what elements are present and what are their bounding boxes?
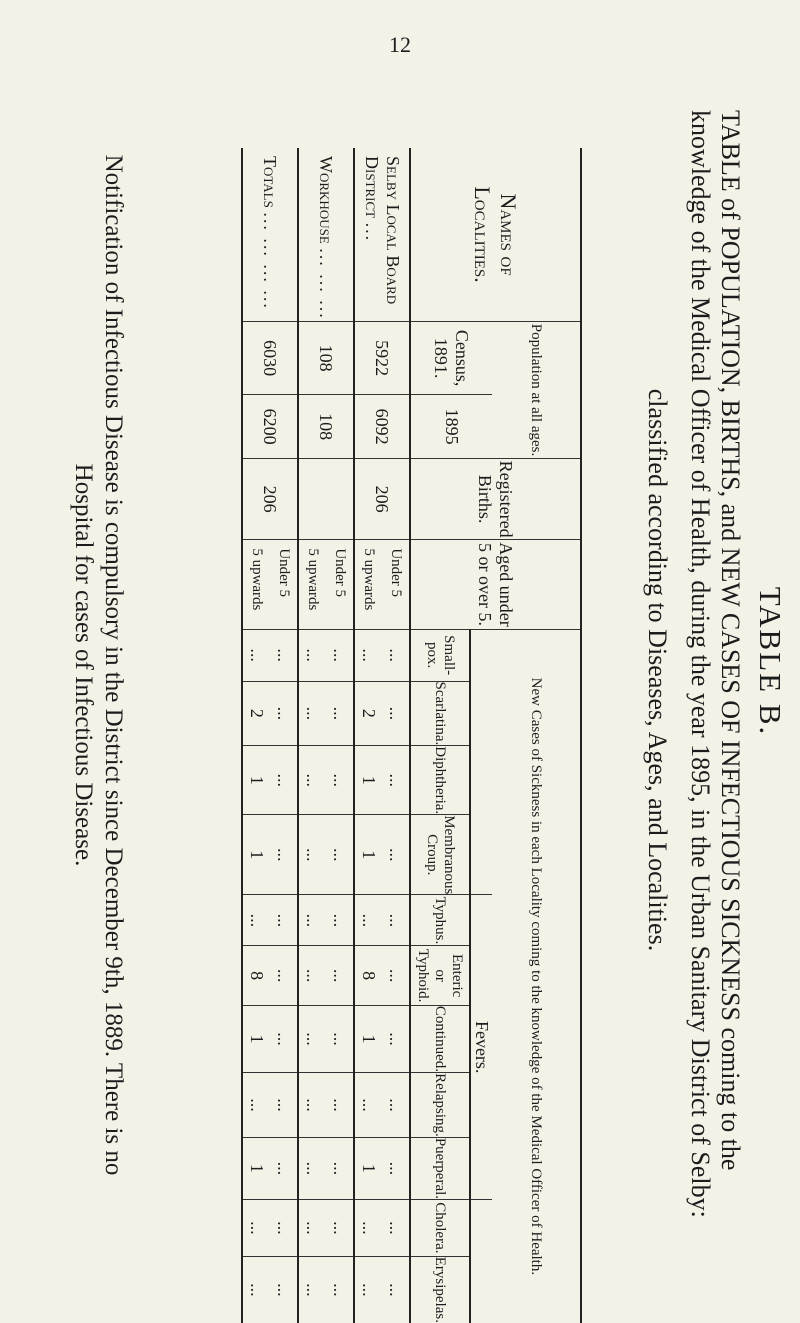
cell: ... <box>298 1073 326 1138</box>
cell: ... <box>326 1005 354 1072</box>
cell: 1 <box>354 815 382 895</box>
cell: ... <box>382 1073 410 1138</box>
cell: ... <box>270 746 298 815</box>
cell: ... <box>359 1283 379 1297</box>
cell: ... <box>242 895 270 946</box>
cell: ... <box>382 1005 410 1072</box>
table-row <box>270 148 298 1323</box>
cell: ... <box>298 1137 326 1199</box>
header-new-cases: New Cases of Sickness in each Locality coming to the knowledge of the Medical Officer of Health. <box>528 677 545 1276</box>
disease-header: Continued. <box>410 1005 470 1072</box>
age-label: 5 upwards <box>242 540 270 629</box>
cell: 1 <box>354 746 382 815</box>
page-number: 12 <box>389 32 411 57</box>
cell: 1 <box>242 1137 270 1199</box>
cell: ... <box>298 629 326 681</box>
cell: ... <box>270 815 298 895</box>
cell: ... <box>382 1200 410 1257</box>
cell: ... <box>298 815 326 895</box>
age-label: 5 upwards <box>354 540 382 629</box>
statistics-table <box>241 148 582 1323</box>
cell: ... <box>382 946 410 1005</box>
disease-header: Enteric or Typhoid. <box>410 946 470 1005</box>
cell: ... <box>382 895 410 946</box>
cell: ... <box>270 1005 298 1072</box>
population-value: 6200 <box>242 395 298 459</box>
age-label: Under 5 <box>382 540 410 629</box>
population-value: 6092 <box>354 395 410 459</box>
disease-header: Membranous Croup. <box>410 815 470 895</box>
table-subtitle: TABLE of POPULATION, BIRTHS, and NEW CASES OF INFECTIOUS SICKNESS coming to the knowledge of the Medical Officer of Health, during the year 1895, in the Urban Sanitary District of Selby: <box>686 110 745 1218</box>
header-population: Population at all ages. <box>492 322 581 459</box>
births-value: 206 <box>242 458 298 539</box>
population-value: 108 <box>298 395 354 459</box>
cell: 8 <box>242 946 270 1005</box>
age-label: Under 5 <box>270 540 298 629</box>
cell: ... <box>298 895 326 946</box>
cell: ... <box>382 815 410 895</box>
disease-header: Typhus. <box>410 895 470 946</box>
cell: ... <box>242 629 270 681</box>
cell: ... <box>270 1137 298 1199</box>
cell: ... <box>303 1283 323 1297</box>
cell: ... <box>326 746 354 815</box>
cell: ... <box>274 1283 294 1297</box>
disease-header: Relapsing. <box>410 1073 470 1138</box>
births-value: 206 <box>354 458 410 539</box>
cell: ... <box>326 1073 354 1138</box>
table-title: TABLE B. <box>753 586 788 737</box>
cell: ... <box>242 1200 270 1257</box>
cell: ... <box>382 681 410 746</box>
cell: ... <box>270 1200 298 1257</box>
census-value: 5922 <box>354 322 410 395</box>
cell: ... <box>298 946 326 1005</box>
cell: 1 <box>242 746 270 815</box>
cell: ... <box>270 895 298 946</box>
cell: ... <box>270 1073 298 1138</box>
header-census: Census, 1891. <box>410 322 492 395</box>
table-row <box>326 148 354 1323</box>
cell: ... <box>354 1073 382 1138</box>
age-label: Under 5 <box>326 540 354 629</box>
disease-header: Scarlatina. <box>410 681 470 746</box>
disease-header: Small-pox. <box>410 629 470 681</box>
census-value: 6030 <box>242 322 298 395</box>
cell: ... <box>270 681 298 746</box>
cell: ... <box>242 1073 270 1138</box>
cell: ... <box>330 1283 350 1297</box>
locality-name: Workhouse ... ... ... <box>298 148 354 322</box>
cell: ... <box>298 746 326 815</box>
cell: ... <box>382 746 410 815</box>
cell: 1 <box>242 1005 270 1072</box>
header-aged: Aged under 5 or over 5. <box>410 540 581 629</box>
header-fevers: Fevers. <box>470 895 492 1200</box>
cell: ... <box>298 1005 326 1072</box>
cell: ... <box>382 629 410 681</box>
disease-header: Puerperal. <box>410 1137 470 1199</box>
table-subtitle-2: classified according to Diseases, Ages, and Localities. <box>643 388 672 952</box>
cell: 8 <box>354 946 382 1005</box>
cell: ... <box>354 1200 382 1257</box>
cell: ... <box>270 629 298 681</box>
cell: ... <box>326 1137 354 1199</box>
cell: 2 <box>354 681 382 746</box>
header-localities: Names of Localities. <box>410 148 581 322</box>
cell: ... <box>247 1283 267 1297</box>
cell: ... <box>382 1137 410 1199</box>
census-value: 108 <box>298 322 354 395</box>
cell: ... <box>354 895 382 946</box>
age-label: 5 upwards <box>298 540 326 629</box>
cell: ... <box>298 1200 326 1257</box>
cell: ... <box>326 681 354 746</box>
cell: ... <box>298 681 326 746</box>
births-value <box>298 458 354 539</box>
cell: ... <box>354 629 382 681</box>
cell: 2 <box>242 681 270 746</box>
cell: ... <box>326 895 354 946</box>
cell: ... <box>326 1200 354 1257</box>
disease-header: Cholera. <box>410 1200 470 1257</box>
locality-name: Totals ... ... ... ... <box>242 148 298 322</box>
cell: ... <box>326 815 354 895</box>
disease-header: Diphtheria. <box>410 746 470 815</box>
disease-header: Erysipelas. <box>432 1256 449 1323</box>
cell: ... <box>386 1283 406 1297</box>
cell: ... <box>326 629 354 681</box>
cell: ... <box>270 946 298 1005</box>
cell: 1 <box>242 815 270 895</box>
header-births: Registered Births. <box>410 458 581 539</box>
cell: 1 <box>354 1137 382 1199</box>
cell: ... <box>326 946 354 1005</box>
table-row <box>382 148 410 1323</box>
locality-name: Selby Local Board District ... <box>354 148 410 322</box>
cell: 1 <box>354 1005 382 1072</box>
footer-note: Notification of Infectious Disease is compulsory in the District since December 9th, 1889. There is no Hospital for cases of Infectious Disease. <box>70 154 127 1176</box>
header-year: 1895 <box>410 395 492 459</box>
